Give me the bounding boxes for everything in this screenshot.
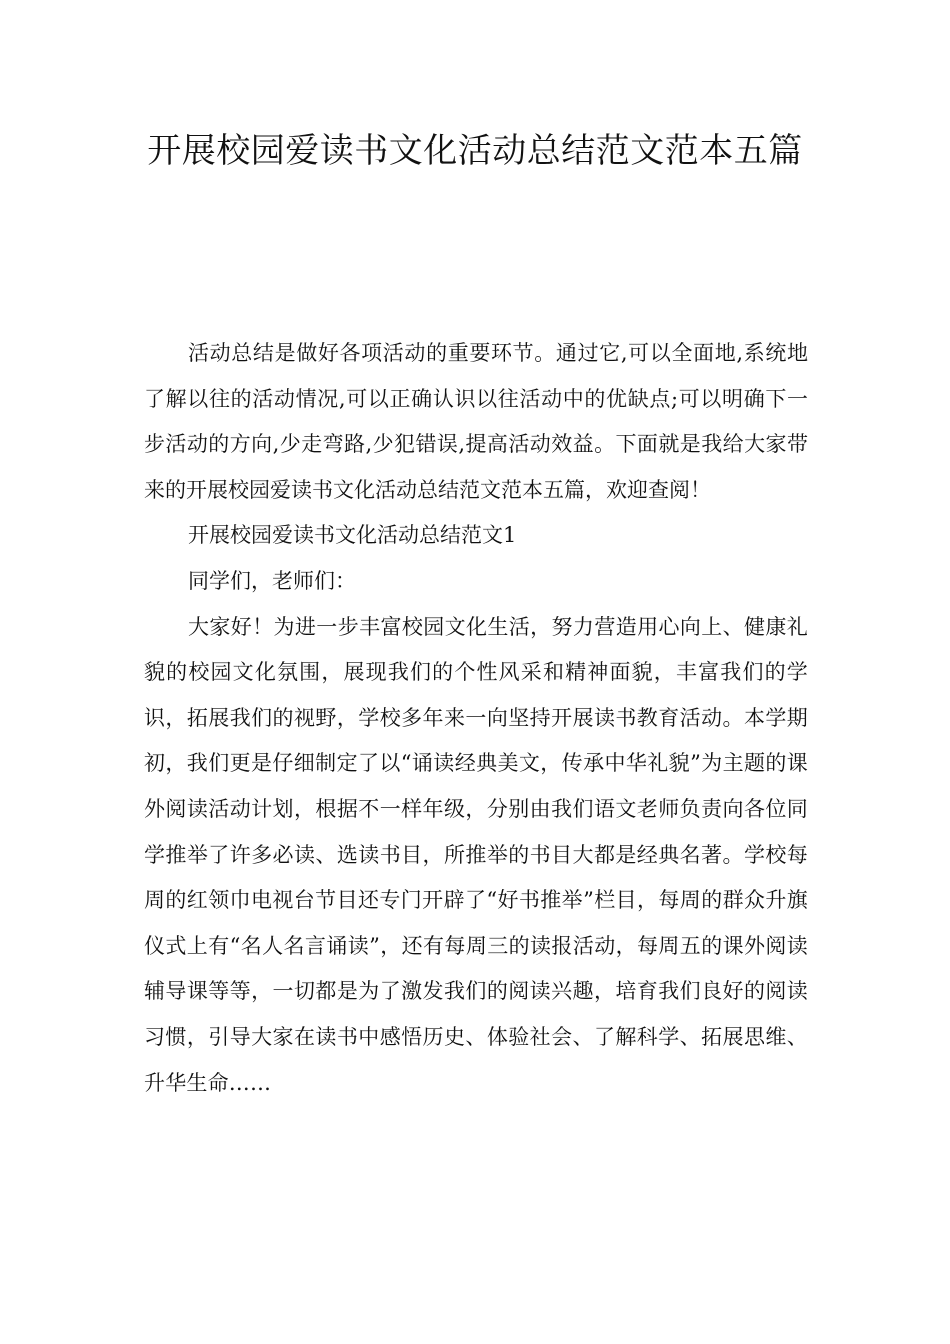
- body-paragraph: 大家好！为进一步丰富校园文化生活，努力营造用心向上、健康礼貌的校园文化氛围，展现我们的个性风采和精神面貌，丰富我们的学识，拓展我们的视野，学校多年来一向坚持开展读书教育活动。本学期初，我们更是仔细制定了以“诵读经典美文，传承中华礼貌”为主题的课外阅读活动计划，根据不一样年级，分别由我们语文老师负责向各位同学推举了许多必读、选读书目，所推举的书目大都是经典名著。学校每周的红领巾电视台节目还专门开辟了“好书推举”栏目，每周的群众升旗仪式上有“名人名言诵读”，还有每周三的读报活动，每周五的课外阅读辅导课等等，一切都是为了激发我们的阅读兴趣，培育我们良好的阅读习惯，引导大家在读书中感悟历史、体验社会、了解科学、拓展思维、升华生命……: [144, 614, 808, 1095]
- intro-paragraph: 活动总结是做好各项活动的重要环节。通过它,可以全面地,系统地了解以往的活动情况,可以正确认识以往活动中的优缺点;可以明确下一步活动的方向,少走弯路,少犯错误,提高活动效益。下面就是我给大家带来的开展校园爱读书文化活动总结范文范本五篇，欢迎查阅！: [144, 341, 808, 502]
- document-title: 开展校园爱读书文化活动总结范文范本五篇: [147, 131, 803, 171]
- salutation: 同学们，老师们：: [188, 568, 356, 593]
- section-heading: 开展校园爱读书文化活动总结范文1: [188, 523, 517, 548]
- document-body: [144, 331, 808, 1106]
